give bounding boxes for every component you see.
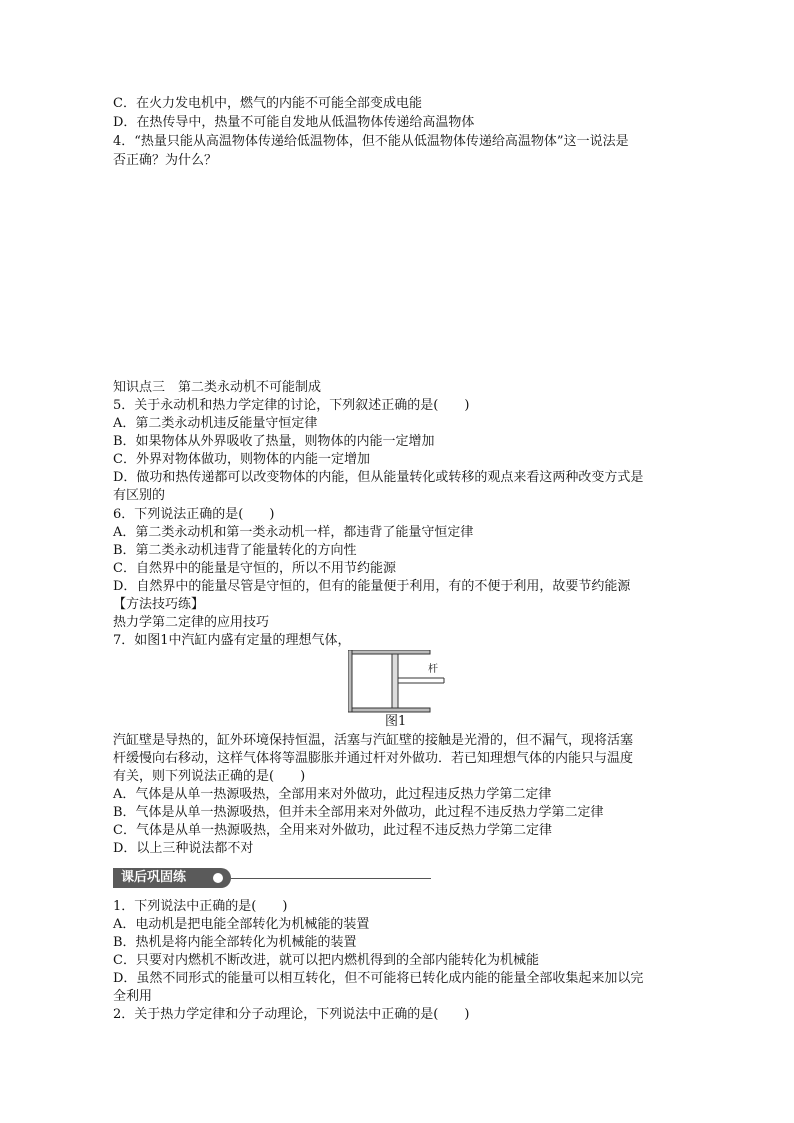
method-heading: 【方法技巧练】 (113, 597, 205, 612)
homework-question-1: 1．下列说法中正确的是( ) (113, 899, 288, 914)
question-5: 5．关于永动机和热力学定律的讨论，下列叙述正确的是( ) (113, 398, 470, 413)
option-7d: D．以上三种说法都不对 (113, 841, 254, 856)
banner-divider (231, 878, 431, 879)
option-5a: A．第二类永动机违反能量守恒定律 (113, 416, 318, 431)
option-6c: C．自然界中的能量是守恒的，所以不用节约能源 (113, 561, 396, 576)
option-5b: B．如果物体从外界吸收了热量，则物体的内能一定增加 (113, 434, 435, 449)
banner-label: 课后巩固练 (113, 868, 231, 888)
question-4: 4．“热量只能从高温物体传递给低温物体，但不能从低温物体传递给高温物体”这一说法是 (113, 134, 629, 149)
homework-option-1a: A．电动机是把电能全部转化为机械能的装置 (113, 917, 370, 932)
option-5d-cont: 有区别的 (113, 488, 166, 503)
homework-question-2: 2．关于热力学定律和分子动理论，下列说法中正确的是( ) (113, 1007, 470, 1022)
homework-option-1d: D．虽然不同形式的能量可以相互转化，但不可能将已转化成内能的能量全部收集起来加以完 (113, 971, 644, 986)
rod-label: 杆 (428, 664, 438, 675)
option-5d: D．做功和热传递都可以改变物体的内能，但从能量转化或转移的观点来看这两种改变方式是 (113, 470, 644, 485)
option-6d: D．自然界中的能量尽管是守恒的，但有的能量便于利用，有的不便于利用，故要节约能源 (113, 579, 631, 594)
question-7-body-3: 有关，则下列说法正确的是( ) (113, 769, 306, 784)
figure-caption: 图1 (385, 714, 407, 729)
option-4d: D．在热传导中，热量不可能自发地从低温物体传递给高温物体 (113, 115, 475, 130)
banner-dot-icon (213, 873, 223, 883)
homework-option-1d-cont: 全利用 (113, 989, 153, 1004)
option-4c: C．在火力发电机中，燃气的内能不可能全部变成电能 (113, 96, 422, 111)
option-6a: A．第二类永动机和第一类永动机一样，都违背了能量守恒定律 (113, 525, 474, 540)
option-7a: A．气体是从单一热源吸热，全部用来对外做功，此过程违反热力学第二定律 (113, 787, 552, 802)
section-heading-3: 知识点三 第二类永动机不可能制成 (113, 380, 322, 395)
option-6b: B．第二类永动机违背了能量转化的方向性 (113, 543, 357, 558)
cylinder-diagram (348, 650, 448, 714)
question-7-body-2: 杆缓慢向右移动，这样气体将等温膨胀并通过杆对外做功．若已知理想气体的内能只与温度 (113, 751, 634, 766)
homework-option-1c: C．只要对内燃机不断改进，就可以把内燃机得到的全部内能转化为机械能 (113, 953, 539, 968)
question-7-body-1: 汽缸壁是导热的，缸外环境保持恒温，活塞与汽缸壁的接触是光滑的，但不漏气，现将活塞 (113, 733, 634, 748)
question-7: 7．如图1中汽缸内盛有定量的理想气体， (113, 633, 351, 648)
method-subheading: 热力学第二定律的应用技巧 (113, 615, 270, 630)
after-class-banner (113, 868, 431, 888)
option-5c: C．外界对物体做功，则物体的内能一定增加 (113, 452, 370, 467)
question-6: 6．下列说法正确的是( ) (113, 507, 275, 522)
option-7c: C．气体是从单一热源吸热，全用来对外做功，此过程不违反热力学第二定律 (113, 823, 552, 838)
question-4-cont: 否正确？为什么？ (113, 153, 218, 168)
option-7b: B．气体是从单一热源吸热，但并未全部用来对外做功，此过程不违反热力学第二定律 (113, 805, 604, 820)
homework-option-1b: B．热机是将内能全部转化为机械能的装置 (113, 935, 357, 950)
